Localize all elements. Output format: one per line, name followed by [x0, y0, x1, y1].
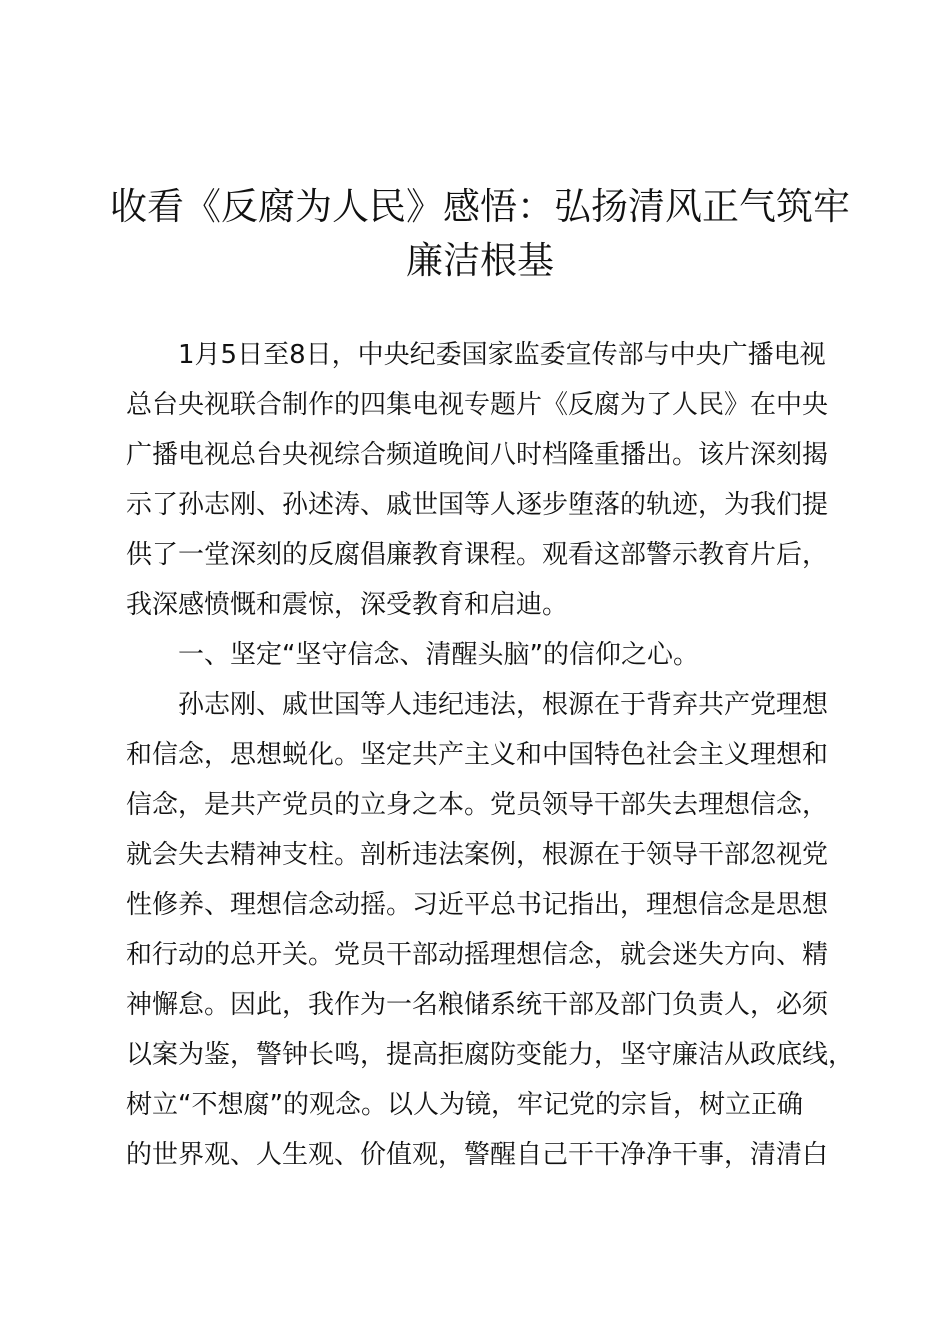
body-line-10: 信念，是共产党员的立身之本。党员领导干部失去理想信念，	[126, 790, 829, 820]
body-line-5: 供了一堂深刻的反腐倡廉教育课程。观看这部警示教育片后，	[126, 540, 829, 570]
body-line-14: 神懈怠。因此，我作为一名粮储系统干部及部门负责人，必须	[126, 990, 829, 1020]
body-line-11: 就会失去精神支柱。剖析违法案例，根源在于领导干部忽视党	[126, 840, 829, 870]
document-title-line-2: 廉洁根基	[406, 239, 554, 282]
body-line-8: 孙志刚、戚世国等人违纪违法，根源在于背弃共产党理想	[178, 690, 829, 720]
body-line-1: 1月5日至8日，中央纪委国家监委宣传部与中央广播电视	[178, 340, 826, 370]
body-line-13: 和行动的总开关。党员干部动摇理想信念，就会迷失方向、精	[126, 940, 829, 970]
body-line-6: 我深感愤慨和震惊，深受教育和启迪。	[126, 590, 569, 620]
body-line-4: 示了孙志刚、孙述涛、戚世国等人逐步堕落的轨迹，为我们提	[126, 490, 829, 520]
body-line-15: 以案为鉴，警钟长鸣，提高拒腐防变能力，坚守廉洁从政底线，	[126, 1040, 855, 1070]
body-line-16: 树立“不想腐”的观念。以人为镜，牢记党的宗旨，树立正确	[126, 1090, 803, 1120]
body-line-12: 性修养、理想信念动摇。习近平总书记指出，理想信念是思想	[126, 890, 829, 920]
body-line-3: 广播电视总台央视综合频道晚间八时档隆重播出。该片深刻揭	[126, 440, 829, 470]
body-line-9: 和信念，思想蜕化。坚定共产主义和中国特色社会主义理想和	[126, 740, 829, 770]
document-title-line-1: 收看《反腐为人民》感悟：弘扬清风正气筑牢	[110, 185, 850, 228]
body-line-2: 总台央视联合制作的四集电视专题片《反腐为了人民》在中央	[126, 390, 829, 420]
section-heading-1: 一、坚定“坚守信念、清醒头脑”的信仰之心。	[178, 640, 699, 670]
body-line-17: 的世界观、人生观、价值观，警醒自己干干净净干事，清清白	[126, 1140, 829, 1170]
